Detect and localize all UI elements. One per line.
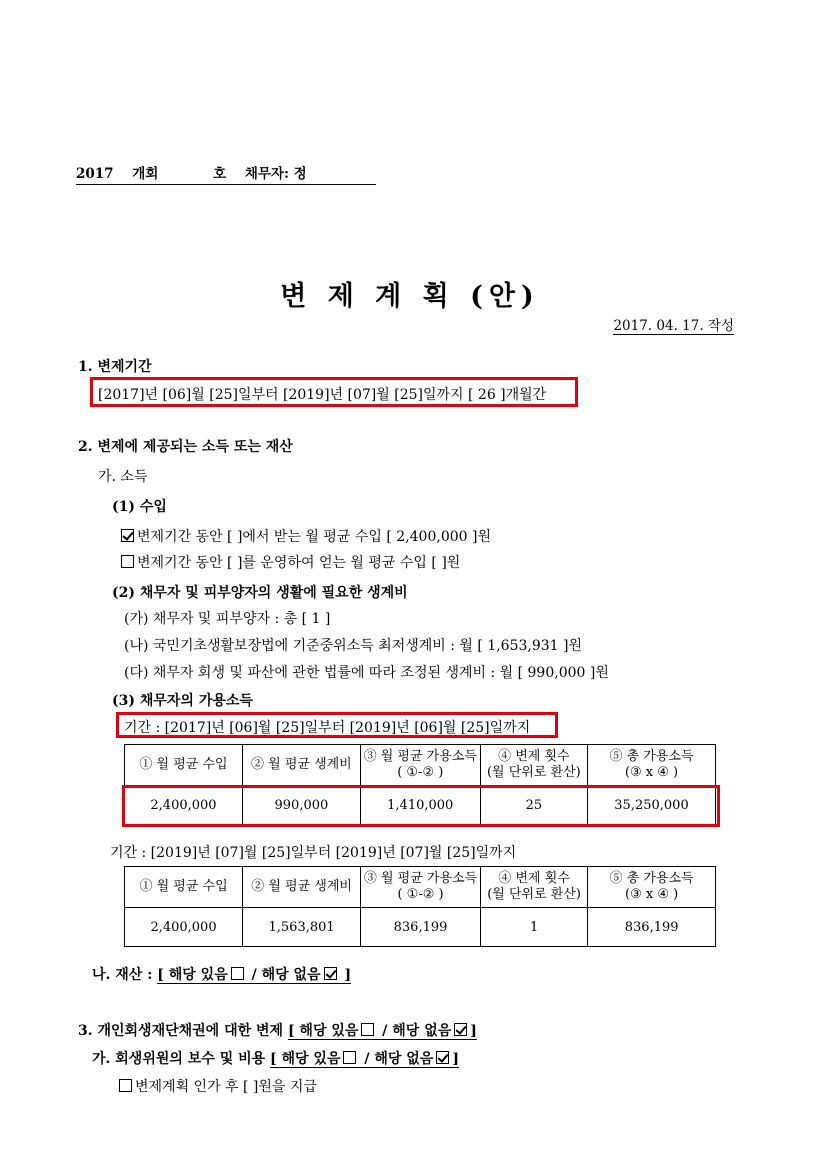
empty-box-icon[interactable] — [343, 1051, 356, 1064]
col-header-5: ⑤ 총 가용소득 (③ x ④ ) — [588, 867, 716, 908]
cell-repay-count: 1 — [480, 908, 587, 947]
col-header-2: ② 월 평균 생계비 — [243, 745, 361, 786]
cell-living-cost: 990,000 — [243, 786, 361, 825]
case-year: 2017 — [76, 166, 114, 182]
cell-monthly-income: 2,400,000 — [125, 908, 243, 947]
repayment-period: [2017]년 [06]월 [25]일부터 [2019]년 [07]월 [25]일까지 [ 26 ]개월간 — [98, 387, 547, 403]
section3-options: [ 해당 있음 / 해당 없음 ] — [287, 1023, 477, 1039]
debtor-label: 채무자: 정 — [244, 166, 307, 182]
cell-total-available: 836,199 — [588, 908, 716, 947]
living-cost-b: (나) 국민기초생활보장법에 기준중위소득 최저생계비 : 월 [ 1,653,931 ]원 — [124, 638, 582, 654]
table-row — [125, 908, 716, 947]
income-line1-text: 변제기간 동안 [ ]에서 받는 월 평균 수입 [ 2,400,000 ]원 — [137, 529, 491, 545]
period1-text: 기간 : [2017]년 [06]월 [25]일부터 [2019]년 [06]월 [25]일까지 — [124, 720, 531, 736]
cell-total-available: 35,250,000 — [588, 786, 716, 825]
col-header-3: ③ 월 평균 가용소득 ( ①-② ) — [360, 745, 480, 786]
income-line2 — [118, 552, 460, 572]
cell-living-cost: 1,563,801 — [243, 908, 361, 947]
col-header-4: ④ 변제 횟수 (월 단위로 환산) — [480, 867, 587, 908]
income-line1 — [118, 526, 491, 546]
empty-box-icon[interactable] — [121, 555, 134, 568]
col-header-3: ③ 월 평균 가용소득 ( ①-② ) — [361, 867, 481, 908]
highlight-box-period1 — [116, 712, 558, 738]
income-heading: (1) 수입 — [112, 499, 167, 515]
property-line — [92, 964, 351, 984]
property-options: [ 해당 있음 / 해당 없음 ] — [157, 967, 352, 983]
income-line2-text: 변제기간 동안 [ ]를 운영하여 얻는 월 평균 수입 [ ]원 — [137, 555, 461, 571]
section3-heading: 3. 개인회생재단채권에 대한 변제 [ 해당 있음 / 해당 없음 ] — [78, 1023, 477, 1039]
living-cost-c: (다) 채무자 회생 및 파산에 관한 법률에 따라 조정된 생계비 : 월 [ 990,000 ]원 — [124, 665, 609, 681]
trustee-fee-line: 가. 회생위원의 보수 및 비용 [ 해당 있음 / 해당 없음 ] — [92, 1051, 459, 1067]
checked-box-icon[interactable] — [324, 967, 337, 980]
highlight-box-table1-row — [122, 785, 720, 827]
written-date: 2017. 04. 17. 작성 — [613, 314, 734, 335]
cell-repay-count: 25 — [480, 786, 587, 825]
col-header-5: ⑤ 총 가용소득 (③ x ④ ) — [588, 745, 716, 786]
col-header-1: ① 월 평균 수입 — [125, 745, 243, 786]
trustee-fee-options: [ 해당 있음 / 해당 없음 ] — [270, 1051, 459, 1067]
available-income-heading: (3) 채무자의 가용소득 — [112, 693, 253, 709]
case-type: 개회 — [132, 166, 159, 182]
property-label: 나. 재산 : — [92, 967, 158, 983]
col-header-4: ④ 변제 횟수 (월 단위로 환산) — [480, 745, 587, 786]
checked-box-icon[interactable] — [121, 529, 134, 542]
cell-monthly-income: 2,400,000 — [125, 786, 243, 825]
checked-box-icon[interactable] — [454, 1023, 467, 1036]
payment-line: 변제계획 인가 후 [ ]원을 지급 — [116, 1076, 317, 1096]
empty-box-icon[interactable] — [119, 1079, 132, 1092]
cell-available-income: 836,199 — [361, 908, 481, 947]
period2-text: 기간 : [2019]년 [07]월 [25]일부터 [2019]년 [07]월 [25]일까지 — [110, 845, 517, 861]
page-title: 변 제 계 획 (안) — [280, 281, 540, 312]
case-header — [76, 162, 376, 185]
case-no: 호 — [213, 166, 227, 182]
empty-box-icon[interactable] — [361, 1023, 374, 1036]
empty-box-icon[interactable] — [231, 967, 244, 980]
section1-heading: 1. 변제기간 — [78, 359, 152, 375]
living-cost-heading: (2) 채무자 및 피부양자의 생활에 필요한 생계비 — [112, 585, 408, 601]
income-table-2 — [124, 866, 716, 947]
living-cost-a: (가) 채무자 및 피부양자 : 총 [ 1 ] — [124, 611, 331, 627]
cell-available-income: 1,410,000 — [360, 786, 480, 825]
col-header-1: ① 월 평균 수입 — [125, 867, 243, 908]
checked-box-icon[interactable] — [436, 1051, 449, 1064]
highlight-box-period — [90, 377, 578, 407]
income-subheading: 가. 소득 — [98, 469, 148, 485]
section2-heading: 2. 변제에 제공되는 소득 또는 재산 — [78, 439, 293, 455]
col-header-2: ② 월 평균 생계비 — [243, 867, 361, 908]
